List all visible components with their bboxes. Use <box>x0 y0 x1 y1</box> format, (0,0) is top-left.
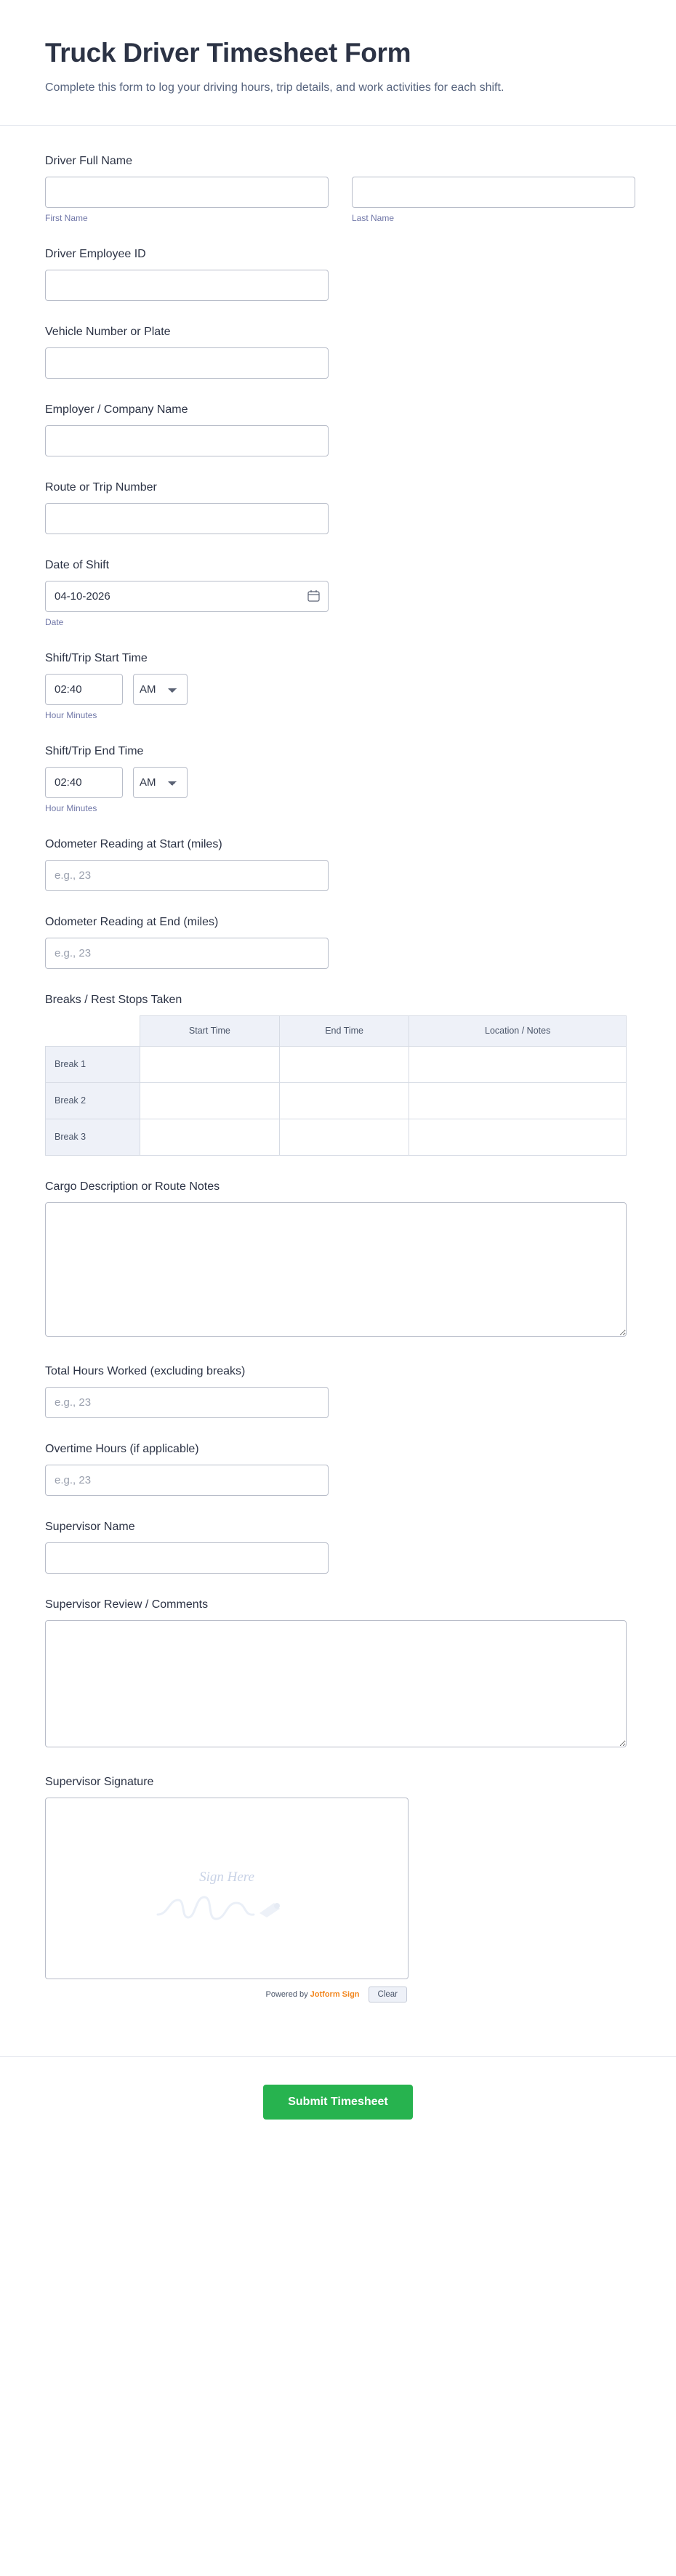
vehicle-number-input[interactable] <box>45 347 329 379</box>
label-employee-id: Driver Employee ID <box>45 247 146 260</box>
breaks-cell-1-end[interactable] <box>279 1046 409 1082</box>
label-odometer-start: Odometer Reading at Start (miles) <box>45 837 222 850</box>
field-date-of-shift <box>45 559 631 627</box>
breaks-cell-1-start[interactable] <box>140 1046 280 1082</box>
driver-name-row <box>45 177 631 223</box>
label-supervisor-comments: Supervisor Review / Comments <box>45 1598 209 1611</box>
label-employer: Employer / Company Name <box>45 403 188 416</box>
breaks-table <box>45 1015 627 1156</box>
date-of-shift-sublabel: Date <box>45 616 64 627</box>
breaks-cell-2-end[interactable] <box>279 1082 409 1119</box>
field-start-time <box>45 652 631 720</box>
breaks-row-label-2: Break 2 <box>46 1082 140 1119</box>
employer-input[interactable] <box>45 425 329 456</box>
breaks-col-location: Location / Notes <box>409 1015 627 1046</box>
table-row <box>46 1046 627 1082</box>
form-footer <box>0 2056 676 2156</box>
breaks-header-row <box>46 1015 627 1046</box>
field-route-number <box>45 481 631 534</box>
field-supervisor-comments <box>45 1598 631 1751</box>
clear-signature-button[interactable]: Clear <box>369 1987 407 2003</box>
field-supervisor-name <box>45 1521 631 1574</box>
breaks-cell-3-end[interactable] <box>279 1119 409 1155</box>
powered-by-prefix: Powered by <box>265 1989 310 1999</box>
table-row <box>46 1082 627 1119</box>
supervisor-name-input[interactable] <box>45 1542 329 1574</box>
field-total-hours <box>45 1365 631 1418</box>
breaks-table-head <box>46 1015 627 1046</box>
route-number-input[interactable] <box>45 503 329 534</box>
page-title: Truck Driver Timesheet Form <box>45 38 411 68</box>
breaks-cell-1-location[interactable] <box>409 1046 627 1082</box>
last-name-col <box>352 177 635 223</box>
signature-hint: Sign Here <box>199 1869 254 1885</box>
label-start-time: Shift/Trip Start Time <box>45 651 148 664</box>
breaks-cell-2-start[interactable] <box>140 1082 280 1119</box>
label-odometer-end: Odometer Reading at End (miles) <box>45 915 219 928</box>
label-route-number: Route or Trip Number <box>45 480 157 494</box>
table-row <box>46 1119 627 1155</box>
powered-by-label <box>266 1990 360 1999</box>
breaks-cell-3-start[interactable] <box>140 1119 280 1155</box>
label-supervisor-signature: Supervisor Signature <box>45 1775 154 1788</box>
field-odometer-start <box>45 838 631 891</box>
breaks-cell-2-location[interactable] <box>409 1082 627 1119</box>
field-overtime-hours <box>45 1443 631 1496</box>
date-input-wrap <box>45 581 329 612</box>
breaks-table-body <box>46 1046 627 1155</box>
signature-placeholder-icon <box>150 1890 303 1931</box>
end-time-input[interactable] <box>45 767 123 798</box>
start-time-row <box>45 674 631 705</box>
breaks-col-end-time: End Time <box>279 1015 409 1046</box>
label-driver-full-name: Driver Full Name <box>45 154 133 167</box>
label-cargo-notes: Cargo Description or Route Notes <box>45 1180 220 1193</box>
form-body <box>0 126 676 2056</box>
breaks-row-label-3: Break 3 <box>46 1119 140 1155</box>
odometer-end-input[interactable] <box>45 938 329 969</box>
breaks-corner-cell <box>46 1015 140 1046</box>
field-employee-id <box>45 248 631 301</box>
odometer-start-input[interactable] <box>45 860 329 891</box>
end-time-sublabel: Hour Minutes <box>45 802 97 813</box>
total-hours-input[interactable] <box>45 1387 329 1418</box>
supervisor-comments-textarea[interactable] <box>45 1620 627 1747</box>
date-of-shift-input[interactable] <box>45 581 329 612</box>
start-time-sublabel: Hour Minutes <box>45 709 97 720</box>
page-subtitle: Complete this form to log your driving hours, trip details, and work activities for each shift. <box>45 81 504 94</box>
label-vehicle-number: Vehicle Number or Plate <box>45 325 171 338</box>
first-name-col <box>45 177 329 223</box>
start-time-ampm-select[interactable] <box>133 674 188 705</box>
signature-footer <box>45 1987 409 2003</box>
label-end-time: Shift/Trip End Time <box>45 744 144 757</box>
last-name-input[interactable] <box>352 177 635 208</box>
end-time-ampm-select[interactable] <box>133 767 188 798</box>
powered-by-brand: Jotform Sign <box>310 1989 360 1999</box>
signature-pad[interactable] <box>45 1798 409 1979</box>
label-overtime-hours: Overtime Hours (if applicable) <box>45 1442 199 1455</box>
submit-button[interactable]: Submit Timesheet <box>263 2085 413 2120</box>
label-supervisor-name: Supervisor Name <box>45 1520 135 1533</box>
field-driver-full-name <box>45 155 631 223</box>
end-time-row <box>45 767 631 798</box>
breaks-cell-3-location[interactable] <box>409 1119 627 1155</box>
field-employer <box>45 403 631 456</box>
label-total-hours: Total Hours Worked (excluding breaks) <box>45 1364 246 1377</box>
breaks-col-start-time: Start Time <box>140 1015 280 1046</box>
overtime-hours-input[interactable] <box>45 1465 329 1496</box>
breaks-row-label-1: Break 1 <box>46 1046 140 1082</box>
label-breaks: Breaks / Rest Stops Taken <box>45 993 182 1006</box>
first-name-input[interactable] <box>45 177 329 208</box>
label-date-of-shift: Date of Shift <box>45 558 110 571</box>
field-supervisor-signature <box>45 1776 631 2003</box>
employee-id-input[interactable] <box>45 270 329 301</box>
start-time-input[interactable] <box>45 674 123 705</box>
field-odometer-end <box>45 916 631 969</box>
field-end-time <box>45 745 631 813</box>
field-vehicle-number <box>45 326 631 379</box>
last-name-sublabel: Last Name <box>352 212 395 223</box>
first-name-sublabel: First Name <box>45 212 88 223</box>
cargo-notes-textarea[interactable] <box>45 1202 627 1337</box>
form-header <box>0 0 676 126</box>
field-cargo-notes <box>45 1180 631 1340</box>
field-breaks <box>45 994 631 1156</box>
